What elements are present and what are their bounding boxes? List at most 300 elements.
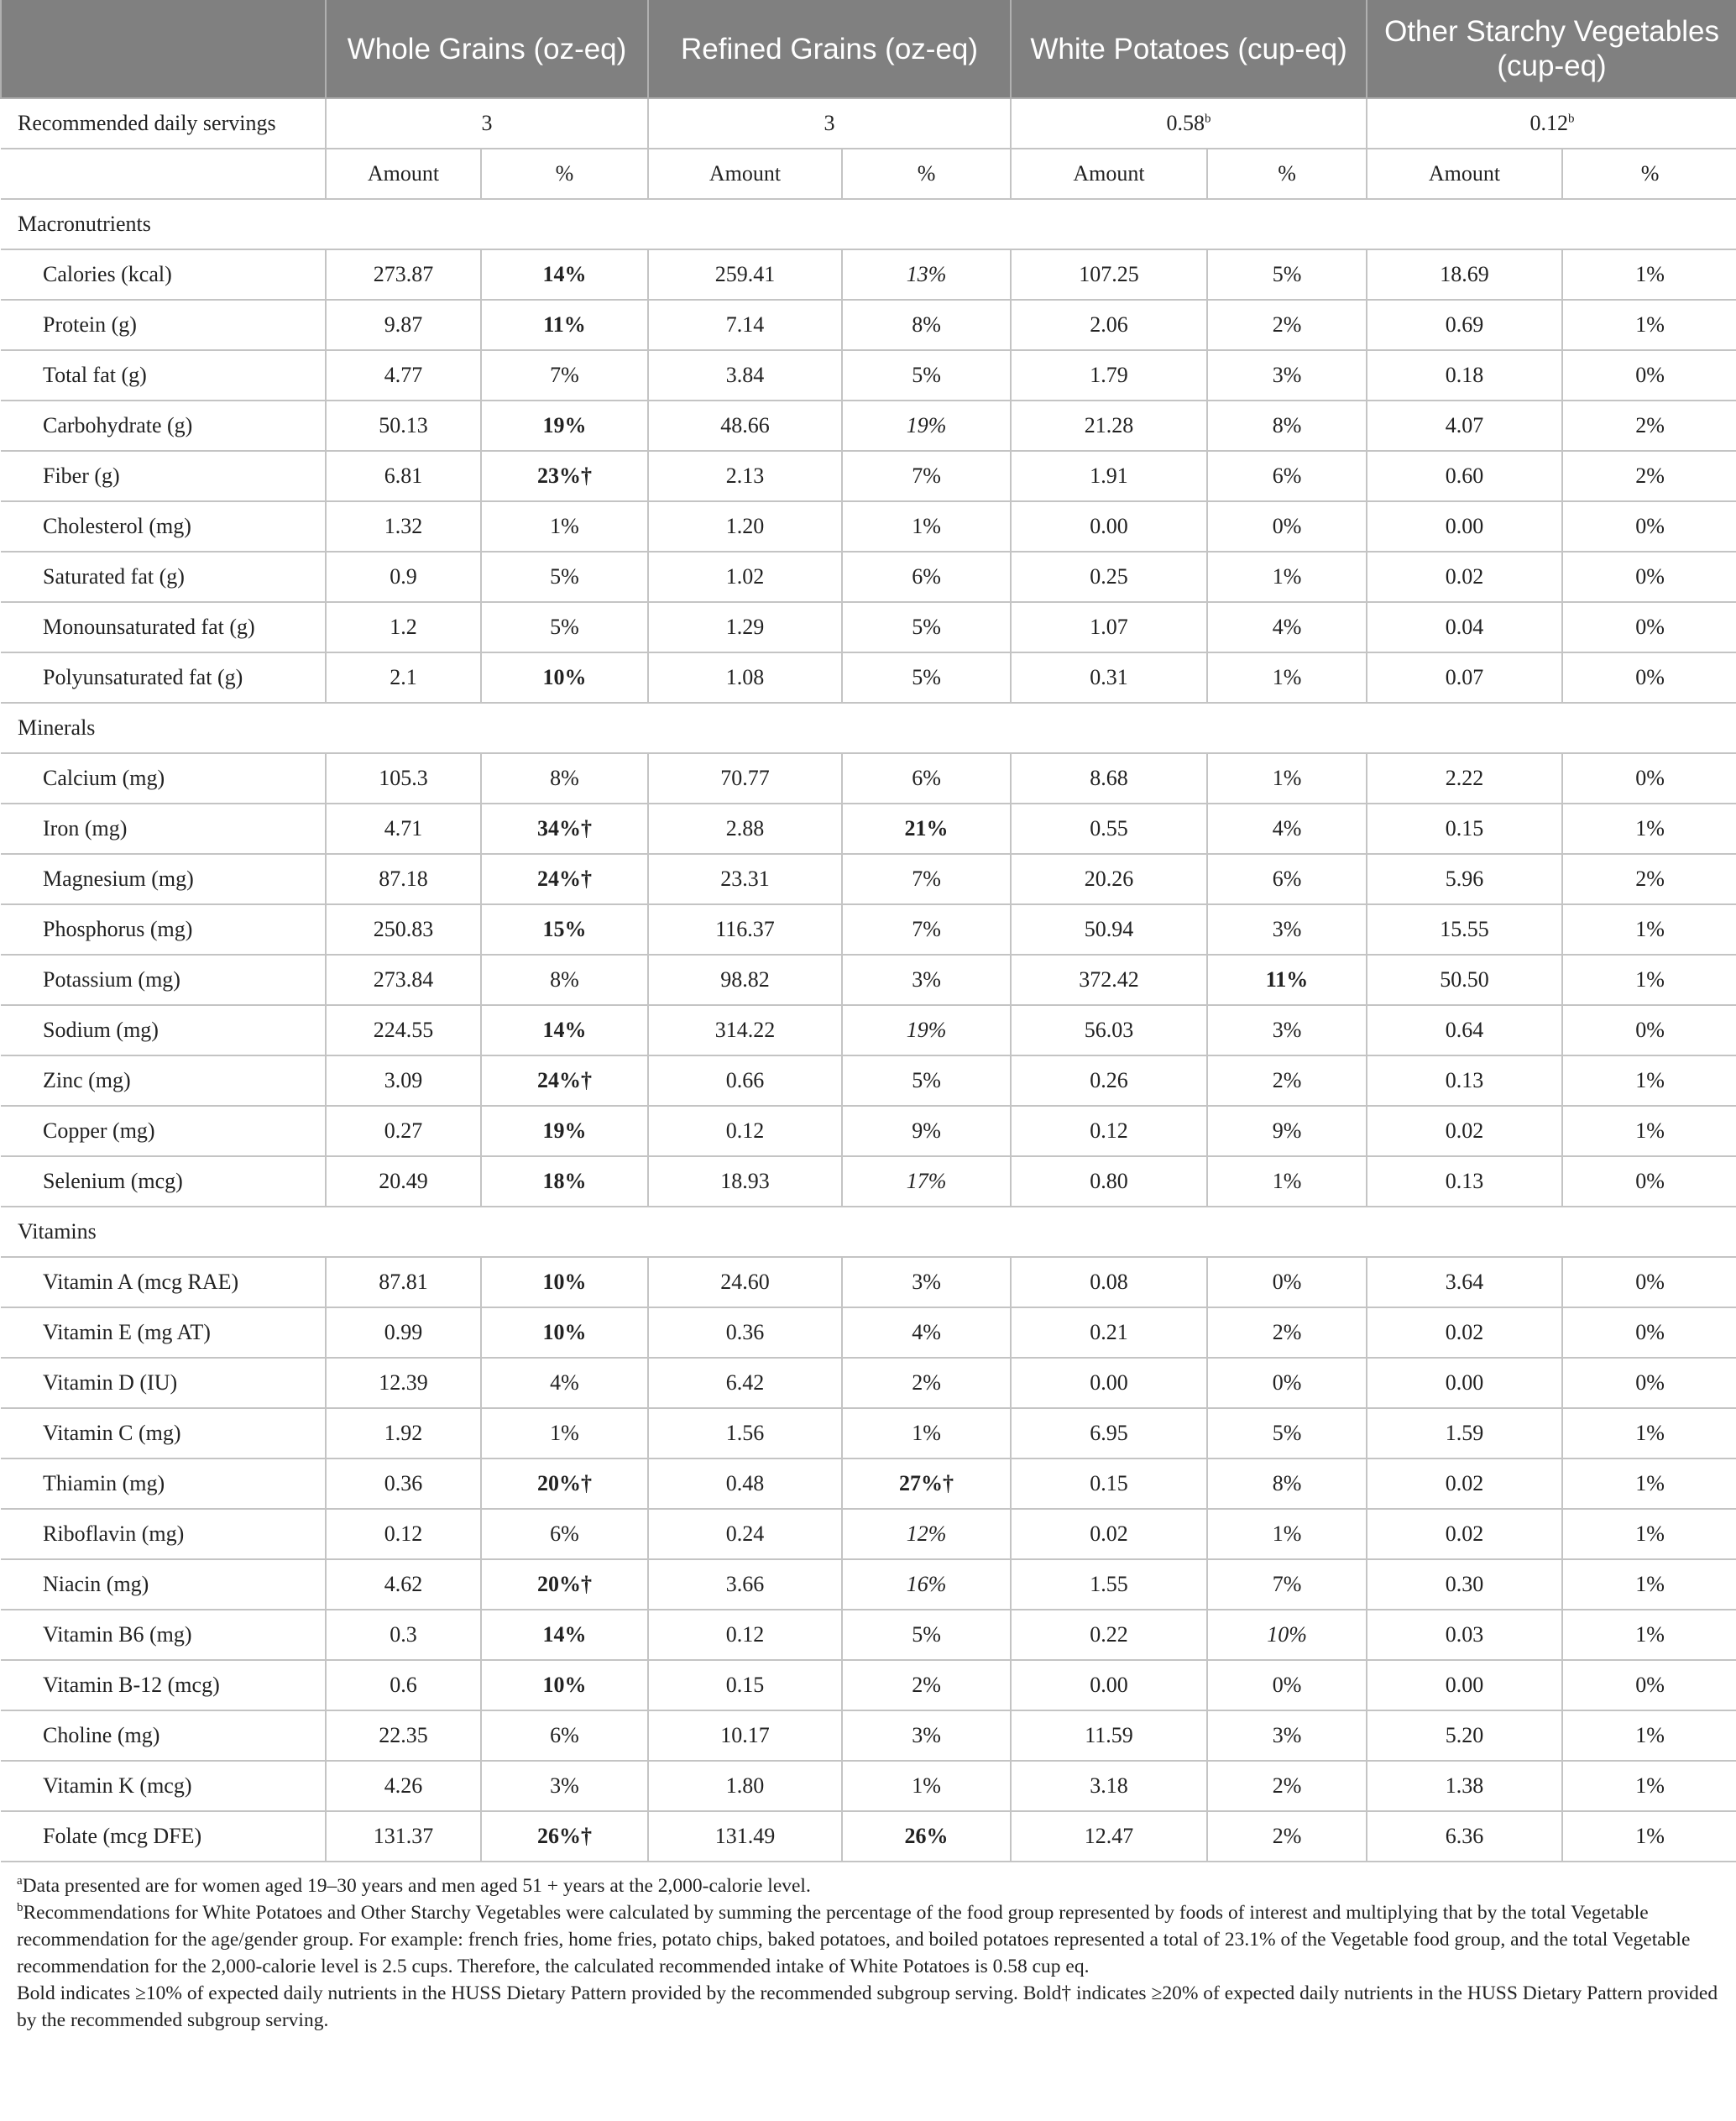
- percent-cell: 6%: [842, 753, 1011, 804]
- percent-cell: 8%: [1207, 401, 1367, 451]
- percent-cell: 0%: [1562, 1156, 1736, 1207]
- amount-cell: 3.09: [326, 1055, 481, 1106]
- percent-cell: 12%: [842, 1509, 1011, 1559]
- nutrient-label: Carbohydrate (g): [1, 401, 326, 451]
- amount-cell: 0.02: [1367, 1307, 1562, 1358]
- amount-cell: 6.42: [648, 1358, 842, 1408]
- percent-cell: 5%: [1207, 249, 1367, 300]
- percent-cell: 26%†: [481, 1811, 648, 1862]
- amount-cell: 70.77: [648, 753, 842, 804]
- percent-cell: 3%: [842, 1257, 1011, 1307]
- amount-cell: 1.29: [648, 602, 842, 652]
- table-row: [1, 350, 1736, 401]
- percent-cell: 1%: [842, 1408, 1011, 1459]
- percent-cell: 3%: [1207, 1005, 1367, 1055]
- table-row: [1, 1055, 1736, 1106]
- amount-cell: 0.02: [1367, 1459, 1562, 1509]
- percent-cell: 6%: [1207, 451, 1367, 501]
- percent-cell: 10%: [481, 1257, 648, 1307]
- amount-cell: 3.84: [648, 350, 842, 401]
- percent-cell: 1%: [1562, 1408, 1736, 1459]
- amount-cell: 22.35: [326, 1710, 481, 1761]
- amount-cell: 1.20: [648, 501, 842, 552]
- percent-cell: 0%: [1207, 1358, 1367, 1408]
- amount-cell: 9.87: [326, 300, 481, 350]
- amount-cell: 5.20: [1367, 1710, 1562, 1761]
- percent-cell: 14%: [481, 249, 648, 300]
- amount-cell: 1.92: [326, 1408, 481, 1459]
- amount-cell: 250.83: [326, 904, 481, 955]
- footnote-text: Recommendations for White Potatoes and Other Starchy Vegetables were calculated by summing the percentage of the food group represented by foods of interest and multiplying that by the total Vegetable recommendation for the age/gender group. For example: french fries, home fries, potato chips, baked potatoes, and boiled potatoes represented a total of 23.1% of the Vegetable food group, and the total Vegetable recommendation for the 2,000-calorie level is 2.5 cups. Therefore, the calculated recommended intake of White Potatoes is 0.58 cup eq.: [17, 1902, 1691, 1977]
- percent-cell: 18%: [481, 1156, 648, 1207]
- recommended-value: [1367, 98, 1736, 149]
- header-blank: [1, 0, 326, 98]
- percent-cell: 0%: [1207, 1257, 1367, 1307]
- amount-cell: 0.13: [1367, 1055, 1562, 1106]
- percent-cell: 19%: [481, 401, 648, 451]
- percent-cell: 11%: [481, 300, 648, 350]
- amount-cell: 15.55: [1367, 904, 1562, 955]
- percent-cell: 14%: [481, 1005, 648, 1055]
- percent-cell: 1%: [1562, 1106, 1736, 1156]
- amount-cell: 8.68: [1011, 753, 1207, 804]
- percent-cell: 1%: [1207, 753, 1367, 804]
- table-row: [1, 854, 1736, 904]
- percent-cell: 1%: [1562, 249, 1736, 300]
- amount-cell: 273.84: [326, 955, 481, 1005]
- amount-cell: 1.32: [326, 501, 481, 552]
- percent-cell: 4%: [1207, 804, 1367, 854]
- footnotes: [0, 1862, 1736, 2034]
- amount-cell: 314.22: [648, 1005, 842, 1055]
- percent-cell: 3%: [842, 955, 1011, 1005]
- percent-cell: 24%†: [481, 854, 648, 904]
- amount-cell: 0.60: [1367, 451, 1562, 501]
- percent-cell: 5%: [842, 1610, 1011, 1660]
- section-title: Minerals: [1, 703, 1736, 753]
- value: 3: [824, 111, 835, 135]
- percent-cell: 1%: [1207, 1156, 1367, 1207]
- percent-cell: 10%: [1207, 1610, 1367, 1660]
- percent-cell: 23%†: [481, 451, 648, 501]
- amount-cell: 0.00: [1011, 501, 1207, 552]
- percent-cell: 1%: [1562, 1710, 1736, 1761]
- amount-cell: 0.30: [1367, 1559, 1562, 1610]
- footnote-marker: b: [1568, 112, 1575, 126]
- amount-cell: 11.59: [1011, 1710, 1207, 1761]
- nutrient-label: Cholesterol (mg): [1, 501, 326, 552]
- percent-cell: 15%: [481, 904, 648, 955]
- percent-cell: 3%: [842, 1710, 1011, 1761]
- subheader-pct: %: [842, 149, 1011, 199]
- amount-cell: 1.56: [648, 1408, 842, 1459]
- amount-cell: 0.04: [1367, 602, 1562, 652]
- percent-cell: 1%: [1562, 1610, 1736, 1660]
- nutrient-label: Total fat (g): [1, 350, 326, 401]
- nutrient-label: Phosphorus (mg): [1, 904, 326, 955]
- amount-cell: 3.64: [1367, 1257, 1562, 1307]
- amount-cell: 0.00: [1011, 1358, 1207, 1408]
- subheader-blank: [1, 149, 326, 199]
- percent-cell: 10%: [481, 1307, 648, 1358]
- percent-cell: 7%: [1207, 1559, 1367, 1610]
- nutrient-label: Calories (kcal): [1, 249, 326, 300]
- amount-cell: 0.08: [1011, 1257, 1207, 1307]
- nutrient-label: Niacin (mg): [1, 1559, 326, 1610]
- percent-cell: 3%: [1207, 350, 1367, 401]
- table-row: [1, 401, 1736, 451]
- amount-cell: 3.18: [1011, 1761, 1207, 1811]
- recommended-value: [326, 98, 648, 149]
- percent-cell: 0%: [1562, 552, 1736, 602]
- table-row: [1, 1660, 1736, 1710]
- percent-cell: 2%: [1562, 401, 1736, 451]
- table-row: [1, 1358, 1736, 1408]
- amount-cell: 1.08: [648, 652, 842, 703]
- amount-cell: 48.66: [648, 401, 842, 451]
- table-row: [1, 451, 1736, 501]
- percent-cell: 1%: [842, 1761, 1011, 1811]
- header-whole-grains: Whole Grains (oz-eq): [326, 0, 648, 98]
- amount-cell: 0.31: [1011, 652, 1207, 703]
- value: 0.58: [1166, 111, 1205, 135]
- table-row: [1, 1257, 1736, 1307]
- amount-cell: 2.88: [648, 804, 842, 854]
- percent-cell: 5%: [481, 602, 648, 652]
- percent-cell: 1%: [1562, 300, 1736, 350]
- amount-cell: 224.55: [326, 1005, 481, 1055]
- table-row: [1, 1761, 1736, 1811]
- amount-cell: 3.66: [648, 1559, 842, 1610]
- amount-cell: 56.03: [1011, 1005, 1207, 1055]
- percent-cell: 5%: [1207, 1408, 1367, 1459]
- amount-cell: 10.17: [648, 1710, 842, 1761]
- table-row: [1, 249, 1736, 300]
- nutrient-label: Calcium (mg): [1, 753, 326, 804]
- percent-cell: 6%: [1207, 854, 1367, 904]
- amount-cell: 4.77: [326, 350, 481, 401]
- nutrient-label: Vitamin B-12 (mcg): [1, 1660, 326, 1710]
- amount-cell: 0.00: [1011, 1660, 1207, 1710]
- percent-cell: 24%†: [481, 1055, 648, 1106]
- percent-cell: 9%: [842, 1106, 1011, 1156]
- percent-cell: 0%: [1562, 652, 1736, 703]
- footnote: [17, 1980, 1719, 2034]
- nutrient-label: Thiamin (mg): [1, 1459, 326, 1509]
- table-row: [1, 904, 1736, 955]
- amount-cell: 131.37: [326, 1811, 481, 1862]
- amount-cell: 6.81: [326, 451, 481, 501]
- nutrient-label: Monounsaturated fat (g): [1, 602, 326, 652]
- nutrient-label: Copper (mg): [1, 1106, 326, 1156]
- amount-cell: 0.25: [1011, 552, 1207, 602]
- amount-cell: 1.59: [1367, 1408, 1562, 1459]
- percent-cell: 11%: [1207, 955, 1367, 1005]
- subheader-pct: %: [1207, 149, 1367, 199]
- amount-cell: 0.15: [1367, 804, 1562, 854]
- percent-cell: 1%: [1562, 1811, 1736, 1862]
- percent-cell: 1%: [1562, 904, 1736, 955]
- amount-cell: 0.27: [326, 1106, 481, 1156]
- percent-cell: 6%: [481, 1710, 648, 1761]
- percent-cell: 4%: [481, 1358, 648, 1408]
- percent-cell: 1%: [1562, 955, 1736, 1005]
- table-row: [1, 1610, 1736, 1660]
- header-row: [1, 0, 1736, 98]
- amount-cell: 12.47: [1011, 1811, 1207, 1862]
- percent-cell: 27%†: [842, 1459, 1011, 1509]
- amount-cell: 0.00: [1367, 1660, 1562, 1710]
- percent-cell: 20%†: [481, 1459, 648, 1509]
- amount-cell: 0.02: [1367, 1106, 1562, 1156]
- amount-cell: 18.69: [1367, 249, 1562, 300]
- section-row: [1, 703, 1736, 753]
- table-row: [1, 1811, 1736, 1862]
- percent-cell: 1%: [1562, 1055, 1736, 1106]
- table-row: [1, 955, 1736, 1005]
- amount-cell: 20.26: [1011, 854, 1207, 904]
- table-row: [1, 1156, 1736, 1207]
- percent-cell: 10%: [481, 652, 648, 703]
- table-row: [1, 602, 1736, 652]
- nutrient-label: Folate (mcg DFE): [1, 1811, 326, 1862]
- amount-cell: 0.13: [1367, 1156, 1562, 1207]
- nutrient-label: Potassium (mg): [1, 955, 326, 1005]
- amount-cell: 0.48: [648, 1459, 842, 1509]
- subheader-pct: %: [1562, 149, 1736, 199]
- footnote: [17, 1872, 1719, 1899]
- amount-cell: 24.60: [648, 1257, 842, 1307]
- amount-cell: 116.37: [648, 904, 842, 955]
- recommended-value: [648, 98, 1011, 149]
- percent-cell: 1%: [1562, 1509, 1736, 1559]
- percent-cell: 8%: [481, 955, 648, 1005]
- nutrient-label: Polyunsaturated fat (g): [1, 652, 326, 703]
- nutrient-label: Sodium (mg): [1, 1005, 326, 1055]
- footnote-marker: b: [17, 1901, 24, 1915]
- percent-cell: 20%†: [481, 1559, 648, 1610]
- amount-cell: 87.18: [326, 854, 481, 904]
- amount-cell: 0.9: [326, 552, 481, 602]
- section-title: Vitamins: [1, 1207, 1736, 1257]
- percent-cell: 3%: [1207, 1710, 1367, 1761]
- amount-cell: 0.00: [1367, 501, 1562, 552]
- percent-cell: 6%: [842, 552, 1011, 602]
- amount-cell: 6.36: [1367, 1811, 1562, 1862]
- percent-cell: 0%: [1562, 1358, 1736, 1408]
- percent-cell: 1%: [1207, 652, 1367, 703]
- amount-cell: 0.69: [1367, 300, 1562, 350]
- percent-cell: 17%: [842, 1156, 1011, 1207]
- recommended-value: [1011, 98, 1367, 149]
- table-row: [1, 753, 1736, 804]
- amount-cell: 1.79: [1011, 350, 1207, 401]
- nutrient-label: Vitamin D (IU): [1, 1358, 326, 1408]
- table-row: [1, 1509, 1736, 1559]
- percent-cell: 5%: [481, 552, 648, 602]
- amount-cell: 131.49: [648, 1811, 842, 1862]
- amount-cell: 18.93: [648, 1156, 842, 1207]
- percent-cell: 19%: [842, 1005, 1011, 1055]
- percent-cell: 4%: [1207, 602, 1367, 652]
- amount-cell: 1.07: [1011, 602, 1207, 652]
- percent-cell: 2%: [1207, 1761, 1367, 1811]
- percent-cell: 2%: [1207, 1811, 1367, 1862]
- percent-cell: 1%: [1562, 1761, 1736, 1811]
- amount-cell: 0.55: [1011, 804, 1207, 854]
- nutrient-label: Fiber (g): [1, 451, 326, 501]
- percent-cell: 0%: [1207, 501, 1367, 552]
- amount-cell: 259.41: [648, 249, 842, 300]
- amount-cell: 6.95: [1011, 1408, 1207, 1459]
- subheader-amount: Amount: [326, 149, 481, 199]
- percent-cell: 1%: [842, 501, 1011, 552]
- percent-cell: 1%: [1562, 804, 1736, 854]
- nutrient-label: Vitamin A (mcg RAE): [1, 1257, 326, 1307]
- nutrient-label: Magnesium (mg): [1, 854, 326, 904]
- amount-cell: 0.66: [648, 1055, 842, 1106]
- table-row: [1, 1005, 1736, 1055]
- percent-cell: 8%: [1207, 1459, 1367, 1509]
- amount-cell: 0.12: [1011, 1106, 1207, 1156]
- header-refined-grains: Refined Grains (oz-eq): [648, 0, 1011, 98]
- amount-cell: 0.15: [1011, 1459, 1207, 1509]
- amount-cell: 273.87: [326, 249, 481, 300]
- subheader-row: [1, 149, 1736, 199]
- nutrient-label: Choline (mg): [1, 1710, 326, 1761]
- recommended-label: Recommended daily servings: [1, 98, 326, 149]
- header-white-potatoes: White Potatoes (cup-eq): [1011, 0, 1367, 98]
- percent-cell: 2%: [1562, 854, 1736, 904]
- footnote: [17, 1899, 1719, 1980]
- percent-cell: 5%: [842, 1055, 1011, 1106]
- amount-cell: 4.71: [326, 804, 481, 854]
- nutrient-label: Iron (mg): [1, 804, 326, 854]
- percent-cell: 0%: [1562, 350, 1736, 401]
- amount-cell: 0.18: [1367, 350, 1562, 401]
- amount-cell: 23.31: [648, 854, 842, 904]
- amount-cell: 0.6: [326, 1660, 481, 1710]
- nutrient-label: Vitamin K (mcg): [1, 1761, 326, 1811]
- amount-cell: 0.80: [1011, 1156, 1207, 1207]
- amount-cell: 4.07: [1367, 401, 1562, 451]
- amount-cell: 0.03: [1367, 1610, 1562, 1660]
- amount-cell: 0.36: [648, 1307, 842, 1358]
- amount-cell: 7.14: [648, 300, 842, 350]
- percent-cell: 4%: [842, 1307, 1011, 1358]
- amount-cell: 0.02: [1367, 552, 1562, 602]
- amount-cell: 50.94: [1011, 904, 1207, 955]
- amount-cell: 1.80: [648, 1761, 842, 1811]
- table-row: [1, 300, 1736, 350]
- table-row: [1, 1710, 1736, 1761]
- subheader-amount: Amount: [1367, 149, 1562, 199]
- amount-cell: 0.00: [1367, 1358, 1562, 1408]
- amount-cell: 0.24: [648, 1509, 842, 1559]
- nutrient-label: Vitamin E (mg AT): [1, 1307, 326, 1358]
- amount-cell: 1.2: [326, 602, 481, 652]
- nutrient-label: Riboflavin (mg): [1, 1509, 326, 1559]
- table-row: [1, 1106, 1736, 1156]
- percent-cell: 0%: [1562, 501, 1736, 552]
- percent-cell: 2%: [1207, 300, 1367, 350]
- percent-cell: 10%: [481, 1660, 648, 1710]
- amount-cell: 107.25: [1011, 249, 1207, 300]
- amount-cell: 1.55: [1011, 1559, 1207, 1610]
- percent-cell: 1%: [1207, 552, 1367, 602]
- subheader-amount: Amount: [648, 149, 842, 199]
- amount-cell: 1.91: [1011, 451, 1207, 501]
- amount-cell: 0.15: [648, 1660, 842, 1710]
- percent-cell: 3%: [1207, 904, 1367, 955]
- percent-cell: 19%: [481, 1106, 648, 1156]
- footnote-marker: a: [17, 1874, 23, 1888]
- percent-cell: 14%: [481, 1610, 648, 1660]
- amount-cell: 20.49: [326, 1156, 481, 1207]
- percent-cell: 0%: [1562, 1257, 1736, 1307]
- header-other-starchy-vegetables: Other Starchy Vegetables (cup-eq): [1367, 0, 1736, 98]
- percent-cell: 1%: [1562, 1459, 1736, 1509]
- nutrient-label: Saturated fat (g): [1, 552, 326, 602]
- percent-cell: 1%: [481, 1408, 648, 1459]
- value: 3: [481, 111, 493, 135]
- amount-cell: 2.13: [648, 451, 842, 501]
- section-row: [1, 1207, 1736, 1257]
- amount-cell: 0.21: [1011, 1307, 1207, 1358]
- subheader-amount: Amount: [1011, 149, 1207, 199]
- percent-cell: 5%: [842, 350, 1011, 401]
- amount-cell: 4.26: [326, 1761, 481, 1811]
- amount-cell: 2.1: [326, 652, 481, 703]
- amount-cell: 0.12: [648, 1610, 842, 1660]
- amount-cell: 0.02: [1367, 1509, 1562, 1559]
- table-row: [1, 1559, 1736, 1610]
- percent-cell: 0%: [1207, 1660, 1367, 1710]
- section-title: Macronutrients: [1, 199, 1736, 249]
- percent-cell: 2%: [1207, 1055, 1367, 1106]
- table-row: [1, 552, 1736, 602]
- footnote-text: Bold indicates ≥10% of expected daily nutrients in the HUSS Dietary Pattern provided by the recommended subgroup serving. Bold† indicates ≥20% of expected daily nutrients in the HUSS Dietary Pattern provided by the recommended subgroup serving.: [17, 1982, 1718, 2031]
- percent-cell: 9%: [1207, 1106, 1367, 1156]
- table-row: [1, 1459, 1736, 1509]
- percent-cell: 16%: [842, 1559, 1011, 1610]
- footnote-text: Data presented are for women aged 19–30 years and men aged 51 + years at the 2,000-calorie level.: [22, 1875, 811, 1897]
- percent-cell: 21%: [842, 804, 1011, 854]
- amount-cell: 0.36: [326, 1459, 481, 1509]
- amount-cell: 0.22: [1011, 1610, 1207, 1660]
- value: 0.12: [1529, 111, 1569, 135]
- percent-cell: 1%: [1562, 1559, 1736, 1610]
- amount-cell: 2.22: [1367, 753, 1562, 804]
- section-row: [1, 199, 1736, 249]
- table-row: [1, 501, 1736, 552]
- table-row: [1, 652, 1736, 703]
- percent-cell: 0%: [1562, 1005, 1736, 1055]
- nutrient-label: Vitamin B6 (mg): [1, 1610, 326, 1660]
- percent-cell: 0%: [1562, 753, 1736, 804]
- amount-cell: 2.06: [1011, 300, 1207, 350]
- percent-cell: 2%: [1562, 451, 1736, 501]
- amount-cell: 1.02: [648, 552, 842, 602]
- percent-cell: 2%: [1207, 1307, 1367, 1358]
- percent-cell: 26%: [842, 1811, 1011, 1862]
- table-row: [1, 1307, 1736, 1358]
- percent-cell: 5%: [842, 602, 1011, 652]
- percent-cell: 0%: [1562, 602, 1736, 652]
- amount-cell: 105.3: [326, 753, 481, 804]
- percent-cell: 0%: [1562, 1307, 1736, 1358]
- amount-cell: 0.99: [326, 1307, 481, 1358]
